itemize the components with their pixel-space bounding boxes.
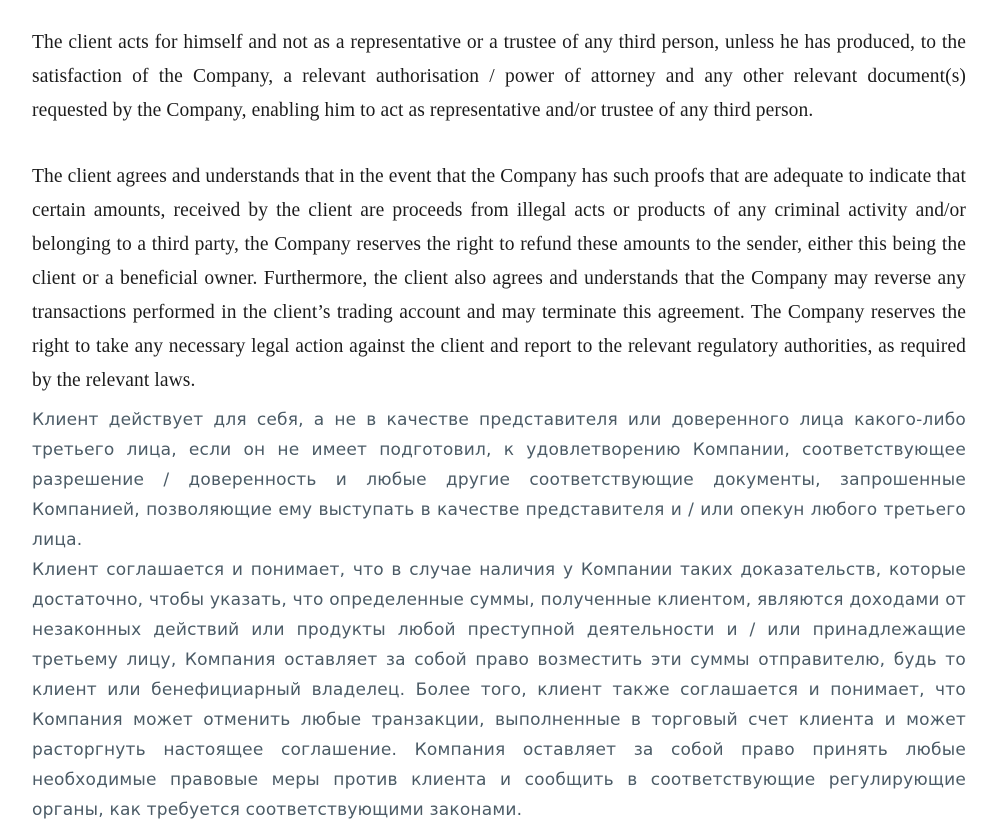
paragraph-en-2: The client agrees and understands that in the event that the Company has such proofs that are adequate to indicate that certain amounts, received by the client are proceeds from illegal acts or products of any criminal activity and/or belonging to a third party, the Company reserves the right to refund these amounts to the sender, either this being the client or a beneficial owner. Furthermore, the client also agrees and understands that the Company may reverse any transactions performed in the client’s trading account and may terminate this agreement. The Company reserves the right to take any necessary legal action against the client and report to the relevant regulatory authorities, as required by the relevant laws.	[32, 166, 966, 391]
paragraph-ru-2: Клиент соглашается и понимает, что в случае наличия у Компании таких доказательств, которые достаточно, чтобы указать, что определенные суммы, полученные клиентом, являются доходами от незаконных действий или продукты любой преступной деятельности и / или принадлежащие третьему лицу, Компания оставляет за собой право возместить эти суммы отправителю, будь то клиент или бенефициарный владелец. Более того, клиент также соглашается и понимает, что Компания может отменить любые транзакции, выполненные в торговый счет клиента и может расторгнуть настоящее соглашение. Компания оставляет за собой право принять любые необходимые правовые меры против клиента и сообщить в соответствующие регулирующие органы, как требуется соответствующими законами.	[32, 560, 966, 820]
translation-block	[32, 405, 966, 825]
paragraph-en-1: The client acts for himself and not as a representative or a trustee of any third person, unless he has produced, to the satisfaction of the Company, a relevant authorisation / power of attorney and any other relevant document(s) requested by the Company, enabling him to act as representative and/or trustee of any third person.	[32, 32, 966, 121]
paragraph-ru-1: Клиент действует для себя, а не в качестве представителя или доверенного лица какого-либо третьего лица, если он не имеет подготовил, к удовлетворению Компании, соответствующее разрешение / доверенность и любые другие соответствующие документы, запрошенные Компанией, позволяющие ему выступать в качестве представителя и / или опекун любого третьего лица.	[32, 410, 966, 550]
